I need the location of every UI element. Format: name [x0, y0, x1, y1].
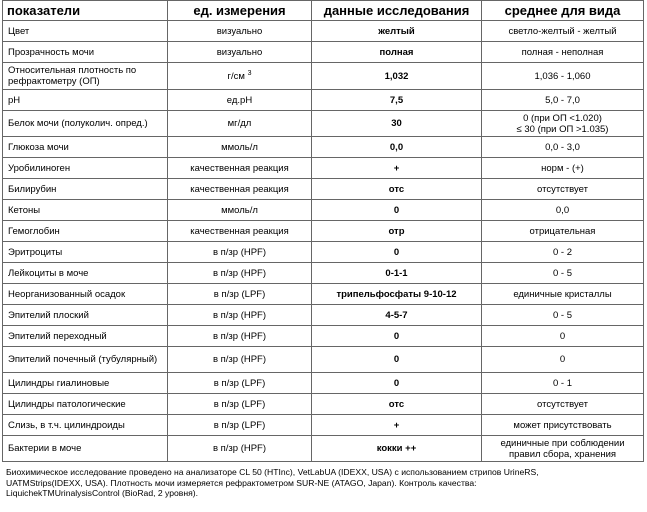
unit-text: визуально	[216, 46, 263, 58]
table-row	[3, 158, 644, 179]
reference-value: 1,036 - 1,060	[534, 70, 591, 82]
result-value: отр	[312, 221, 482, 242]
reference-cell	[482, 111, 644, 137]
reference-cell	[482, 200, 644, 221]
table-row	[3, 63, 644, 90]
footer-note	[6, 467, 636, 499]
result-value: 7,5	[312, 90, 482, 111]
unit-text: в п/зр (LPF)	[213, 288, 266, 300]
reference-cell	[482, 284, 644, 305]
unit-cell	[168, 415, 312, 436]
unit-cell	[168, 42, 312, 63]
parameter-name: Билирубин	[3, 179, 168, 200]
table-header-row	[3, 1, 644, 21]
results-table	[2, 0, 644, 462]
unit-text: в п/зр (HPF)	[212, 330, 267, 342]
unit-cell	[168, 221, 312, 242]
parameter-name: Эпителий переходный	[3, 326, 168, 347]
unit-text: качественная реакция	[190, 183, 289, 195]
parameter-name: Уробилиноген	[3, 158, 168, 179]
reference-value: может присутствовать	[513, 419, 612, 431]
reference-value: 0 (при ОП <1.020)	[523, 112, 602, 124]
result-value: 0,0	[312, 137, 482, 158]
unit-text: в п/зр (LPF)	[213, 377, 266, 389]
unit-text: в п/зр (HPF)	[212, 267, 267, 279]
result-value: желтый	[312, 21, 482, 42]
parameter-name: Глюкоза мочи	[3, 137, 168, 158]
table-body	[3, 21, 644, 462]
unit-cell	[168, 21, 312, 42]
result-value: 0-1-1	[312, 263, 482, 284]
table-row	[3, 137, 644, 158]
unit-superscript: 3	[247, 69, 252, 77]
table-row	[3, 436, 644, 462]
reference-value: светло-желтый - желтый	[508, 25, 617, 37]
reference-cell	[482, 347, 644, 373]
reference-value: 0 - 2	[552, 246, 572, 258]
parameter-name: Эпителий почечный (тубулярный)	[3, 347, 168, 373]
header-reference: среднее для вида	[482, 1, 644, 21]
parameter-name: Относительная плотность по рефрактометру (ОП)	[3, 63, 168, 90]
result-value: 4-5-7	[312, 305, 482, 326]
table-row	[3, 179, 644, 200]
unit-cell	[168, 373, 312, 394]
reference-value: 0,0	[555, 204, 570, 216]
unit-text: ммоль/л	[221, 204, 258, 216]
unit-text: ммоль/л	[221, 141, 258, 153]
parameter-name: Цилиндры гиалиновые	[3, 373, 168, 394]
parameter-name: Гемоглобин	[3, 221, 168, 242]
footer-line: LiquichekTMUrinalysisControl (BioRad, 2 уровня).	[6, 488, 199, 498]
parameter-name: Слизь, в т.ч. цилиндроиды	[3, 415, 168, 436]
result-value: отс	[312, 394, 482, 415]
unit-cell	[168, 394, 312, 415]
unit-text: визуально	[216, 25, 263, 37]
table-row	[3, 326, 644, 347]
table-row	[3, 42, 644, 63]
table-row	[3, 347, 644, 373]
unit-text: качественная реакция	[190, 225, 289, 237]
unit-cell	[168, 137, 312, 158]
table-row	[3, 200, 644, 221]
reference-value: 0 - 5	[552, 309, 572, 321]
table-row	[3, 263, 644, 284]
table-row	[3, 305, 644, 326]
reference-cell	[482, 137, 644, 158]
unit-text: качественная реакция	[190, 162, 289, 174]
unit-text: в п/зр (HPF)	[212, 354, 267, 365]
result-value: 0	[312, 373, 482, 394]
unit-text: в п/зр (HPF)	[212, 246, 267, 258]
unit-text: г/см	[227, 70, 245, 82]
reference-value: единичные кристаллы	[513, 288, 612, 300]
parameter-name: Кетоны	[3, 200, 168, 221]
reference-cell	[482, 263, 644, 284]
result-value: полная	[312, 42, 482, 63]
reference-cell	[482, 394, 644, 415]
unit-text: в п/зр (HPF)	[212, 443, 267, 454]
parameter-name: Бактерии в моче	[3, 436, 168, 462]
unit-cell	[168, 263, 312, 284]
reference-cell	[482, 305, 644, 326]
table-row	[3, 111, 644, 137]
unit-cell	[168, 326, 312, 347]
reference-value: отсутствует	[537, 183, 588, 195]
result-value: трипельфосфаты 9-10-12	[312, 284, 482, 305]
unit-cell	[168, 347, 312, 373]
unit-cell	[168, 63, 312, 90]
unit-cell	[168, 242, 312, 263]
unit-text: в п/зр (LPF)	[213, 419, 266, 431]
reference-cell	[482, 221, 644, 242]
table-row	[3, 415, 644, 436]
result-value: 0	[312, 347, 482, 373]
table-row	[3, 394, 644, 415]
unit-text: ед.pH	[226, 94, 253, 106]
parameter-name: Лейкоциты в моче	[3, 263, 168, 284]
table-row	[3, 373, 644, 394]
parameter-name: Эритроциты	[3, 242, 168, 263]
header-unit: ед. измерения	[168, 1, 312, 21]
reference-cell	[482, 158, 644, 179]
reference-cell	[482, 242, 644, 263]
unit-cell	[168, 284, 312, 305]
footer-line: UATMStrips(IDEXX, USA). Плотность мочи измеряется рефрактометром SUR-NE (ATAGO, Japan). Контроль качества:	[6, 477, 477, 488]
unit-text: в п/зр (HPF)	[212, 309, 267, 321]
reference-cell	[482, 21, 644, 42]
table-row	[3, 90, 644, 111]
result-value: +	[312, 158, 482, 179]
reference-value: 5,0 - 7,0	[545, 94, 580, 106]
reference-value: единичные при соблюдении правил сбора, хранения	[500, 437, 625, 460]
reference-cell	[482, 90, 644, 111]
parameter-name: Прозрачность мочи	[3, 42, 168, 63]
reference-cell	[482, 326, 644, 347]
result-value: отс	[312, 179, 482, 200]
parameter-name: Эпителий плоский	[3, 305, 168, 326]
unit-cell	[168, 305, 312, 326]
header-parameter: показатели	[3, 1, 168, 21]
unit-cell	[168, 158, 312, 179]
result-value: 1,032	[312, 63, 482, 90]
result-value: 0	[312, 200, 482, 221]
parameter-name: Цилиндры патологические	[3, 394, 168, 415]
table-row	[3, 284, 644, 305]
unit-cell	[168, 90, 312, 111]
reference-value: 0	[559, 354, 566, 365]
reference-value: отсутствует	[537, 398, 588, 410]
parameter-name: Белок мочи (полуколич. опред.)	[3, 111, 168, 137]
reference-cell	[482, 42, 644, 63]
reference-value: отрицательная	[529, 225, 596, 237]
reference-cell	[482, 436, 644, 462]
result-value: 30	[312, 111, 482, 137]
reference-value: полная - неполная	[521, 46, 604, 58]
footer-line: Биохимическое исследование проведено на анализаторе CL 50 (HTInc), VetLabUA (IDEXX, USA) с использованием стрипов UrineRS,	[6, 467, 539, 477]
table-row	[3, 21, 644, 42]
reference-value: 0,0 - 3,0	[545, 141, 580, 153]
unit-text: мг/дл	[227, 118, 252, 129]
reference-value-line2: ≤ 30 (при ОП >1.035)	[516, 123, 609, 135]
reference-cell	[482, 63, 644, 90]
reference-value: 0 - 5	[552, 267, 572, 279]
result-value: 0	[312, 326, 482, 347]
unit-text: в п/зр (LPF)	[213, 398, 266, 410]
parameter-name: Неорганизованный осадок	[3, 284, 168, 305]
result-value: +	[312, 415, 482, 436]
reference-value: норм - (+)	[541, 162, 584, 174]
result-value: кокки ++	[312, 436, 482, 462]
table-row	[3, 242, 644, 263]
unit-cell	[168, 111, 312, 137]
parameter-name: pH	[3, 90, 168, 111]
unit-cell	[168, 436, 312, 462]
header-result: данные исследования	[312, 1, 482, 21]
table-row	[3, 221, 644, 242]
reference-cell	[482, 179, 644, 200]
reference-cell	[482, 415, 644, 436]
result-value: 0	[312, 242, 482, 263]
reference-cell	[482, 373, 644, 394]
reference-value: 0 - 1	[552, 377, 572, 389]
parameter-name: Цвет	[3, 21, 168, 42]
reference-value: 0	[559, 330, 566, 342]
unit-cell	[168, 200, 312, 221]
unit-cell	[168, 179, 312, 200]
